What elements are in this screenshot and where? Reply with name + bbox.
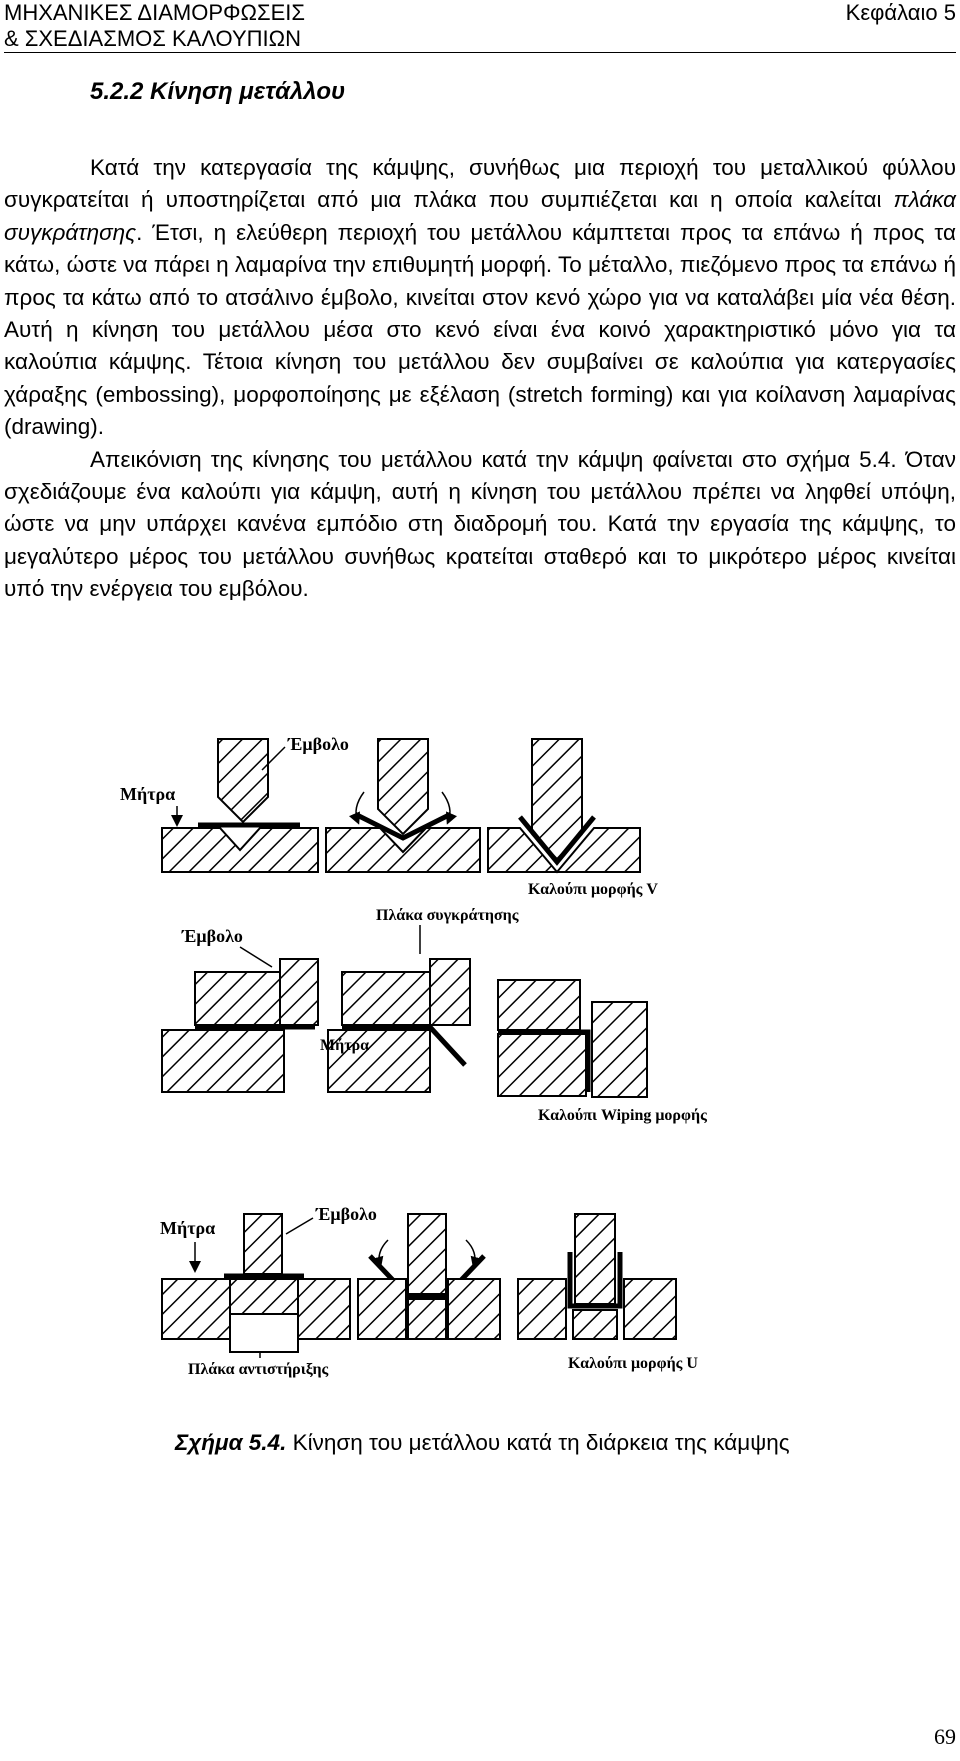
u-pad-2 xyxy=(408,1299,446,1339)
label-punch-2: Έμβολο xyxy=(182,926,243,946)
wipe-pad-2 xyxy=(342,972,430,1025)
v-die-1 xyxy=(162,828,318,872)
paragraph-1 xyxy=(4,152,956,444)
u-die-left-1 xyxy=(162,1279,230,1339)
u-pad-1 xyxy=(230,1279,298,1314)
header-title-line1: ΜΗΧΑΝΙΚΕΣ ΔΙΑΜΟΡΦΩΣΕΙΣ xyxy=(4,0,305,25)
v-punch-2 xyxy=(378,739,428,834)
wipe-die-1 xyxy=(162,1030,284,1092)
u-die-right-3 xyxy=(624,1279,676,1339)
label-die-3: Μήτρα xyxy=(160,1218,216,1238)
paragraph-1-italic-term: πλάκα συγκράτησης xyxy=(4,187,956,245)
u-pad-3 xyxy=(573,1310,617,1339)
label-die-2: Μήτρα xyxy=(320,1037,370,1054)
header-chapter: Κεφάλαιο 5 xyxy=(845,0,956,25)
u-punch-1 xyxy=(244,1214,282,1274)
body-text xyxy=(4,152,956,606)
label-die-type-2: Καλούπι Wiping μορφής xyxy=(538,1107,707,1124)
paragraph-1-part2: . Έτσι, η ελεύθερη περιοχή του μετάλλου κάμπτεται προς τα επάνω ή προς τα κάτω, ώστε να πάρει η λαμαρίνα την επιθυμητή μορφή. Το μέταλλο, πιεζόμενο προς τα επάνω ή προς τα κάτω από το ατσάλινο έμβολο, κινείται στον κενό χώρο για να καταλάβει μία νέα θέση. Αυτή η κίνηση του μετάλλου μέσα στο κενό είναι ένα κοινό χαρακτηριστικό μόνο για τα καλούπια κάμψης. Τέτοια κίνηση του μετάλλου δεν συμβαίνει σε καλούπια για κατεργασίες χάραξης (embossing), μορφοποίησης με εξέλαση (stretch forming) και για κοίλανση λαμαρίνας (drawing). xyxy=(4,219,956,440)
caption-text: Κίνηση του μετάλλου κατά τη διάρκεια της κάμψης xyxy=(286,1430,790,1455)
v-punch-1 xyxy=(218,739,268,822)
label-pad-3: Πλάκα αντιστήριξης xyxy=(188,1361,329,1378)
label-die-type-3: Καλούπι μορφής U xyxy=(568,1355,698,1372)
label-die-type-1: Καλούπι μορφής V xyxy=(528,881,658,898)
label-punch-1: Έμβολο xyxy=(288,734,349,754)
u-die-left-2 xyxy=(358,1279,406,1339)
section-title: 5.2.2 Κίνηση μετάλλου xyxy=(90,78,346,105)
u-die-left-3 xyxy=(518,1279,566,1339)
u-die-right-2 xyxy=(448,1279,500,1339)
label-punch-3: Έμβολο xyxy=(316,1204,377,1224)
label-die-1: Μήτρα xyxy=(120,784,176,804)
label-pressure-pad-2: Πλάκα συγκράτησης xyxy=(376,907,519,924)
header-title-line2: & ΣΧΕΔΙΑΣΜΟΣ ΚΑΛΟΥΠΙΩΝ xyxy=(4,26,301,51)
header-title xyxy=(4,0,305,52)
paragraph-1-part1: Κατά την κατεργασία της κάμψης, συνήθως μια περιοχή του μεταλλικού φύλλου συγκρατείται ή υποστηρίζεται από μια πλάκα που συμπιέζεται και η οποία καλείται xyxy=(4,155,956,213)
wipe-punch-1 xyxy=(280,959,318,1025)
wipe-die-3 xyxy=(498,1034,586,1096)
caption-number: Σχήμα 5.4. xyxy=(175,1430,287,1455)
wipe-pad-3 xyxy=(498,980,580,1030)
u-die-right-1 xyxy=(298,1279,350,1339)
wipe-punch-3 xyxy=(592,1002,647,1097)
u-punch-3 xyxy=(575,1214,615,1304)
page-number: 69 xyxy=(934,1724,956,1749)
bending-diagram xyxy=(120,722,840,1405)
figure-caption xyxy=(175,1430,790,1456)
page-header xyxy=(4,0,956,53)
wipe-pad-1 xyxy=(195,972,280,1025)
figure-5-4 xyxy=(120,722,840,1405)
wipe-punch-2 xyxy=(430,959,470,1025)
u-punch-2 xyxy=(408,1214,446,1294)
u-pad-base-1 xyxy=(230,1314,298,1352)
paragraph-2: Απεικόνιση της κίνησης του μετάλλου κατά την κάμψη φαίνεται στο σχήμα 5.4. Όταν σχεδιάζουμε ένα καλούπι για κάμψη, αυτή η κίνηση του μετάλλου πρέπει να ληφθεί υπόψη, ώστε να μην υπάρχει κανένα εμπόδιο στη διαδρομή του. Κατά την εργασία της κάμψης, το μεγαλύτερο μέρος του μετάλλου συνήθως κρατείται σταθερό και το μικρότερο μέρος κινείται υπό την ενέργεια του εμβόλου. xyxy=(4,446,956,602)
